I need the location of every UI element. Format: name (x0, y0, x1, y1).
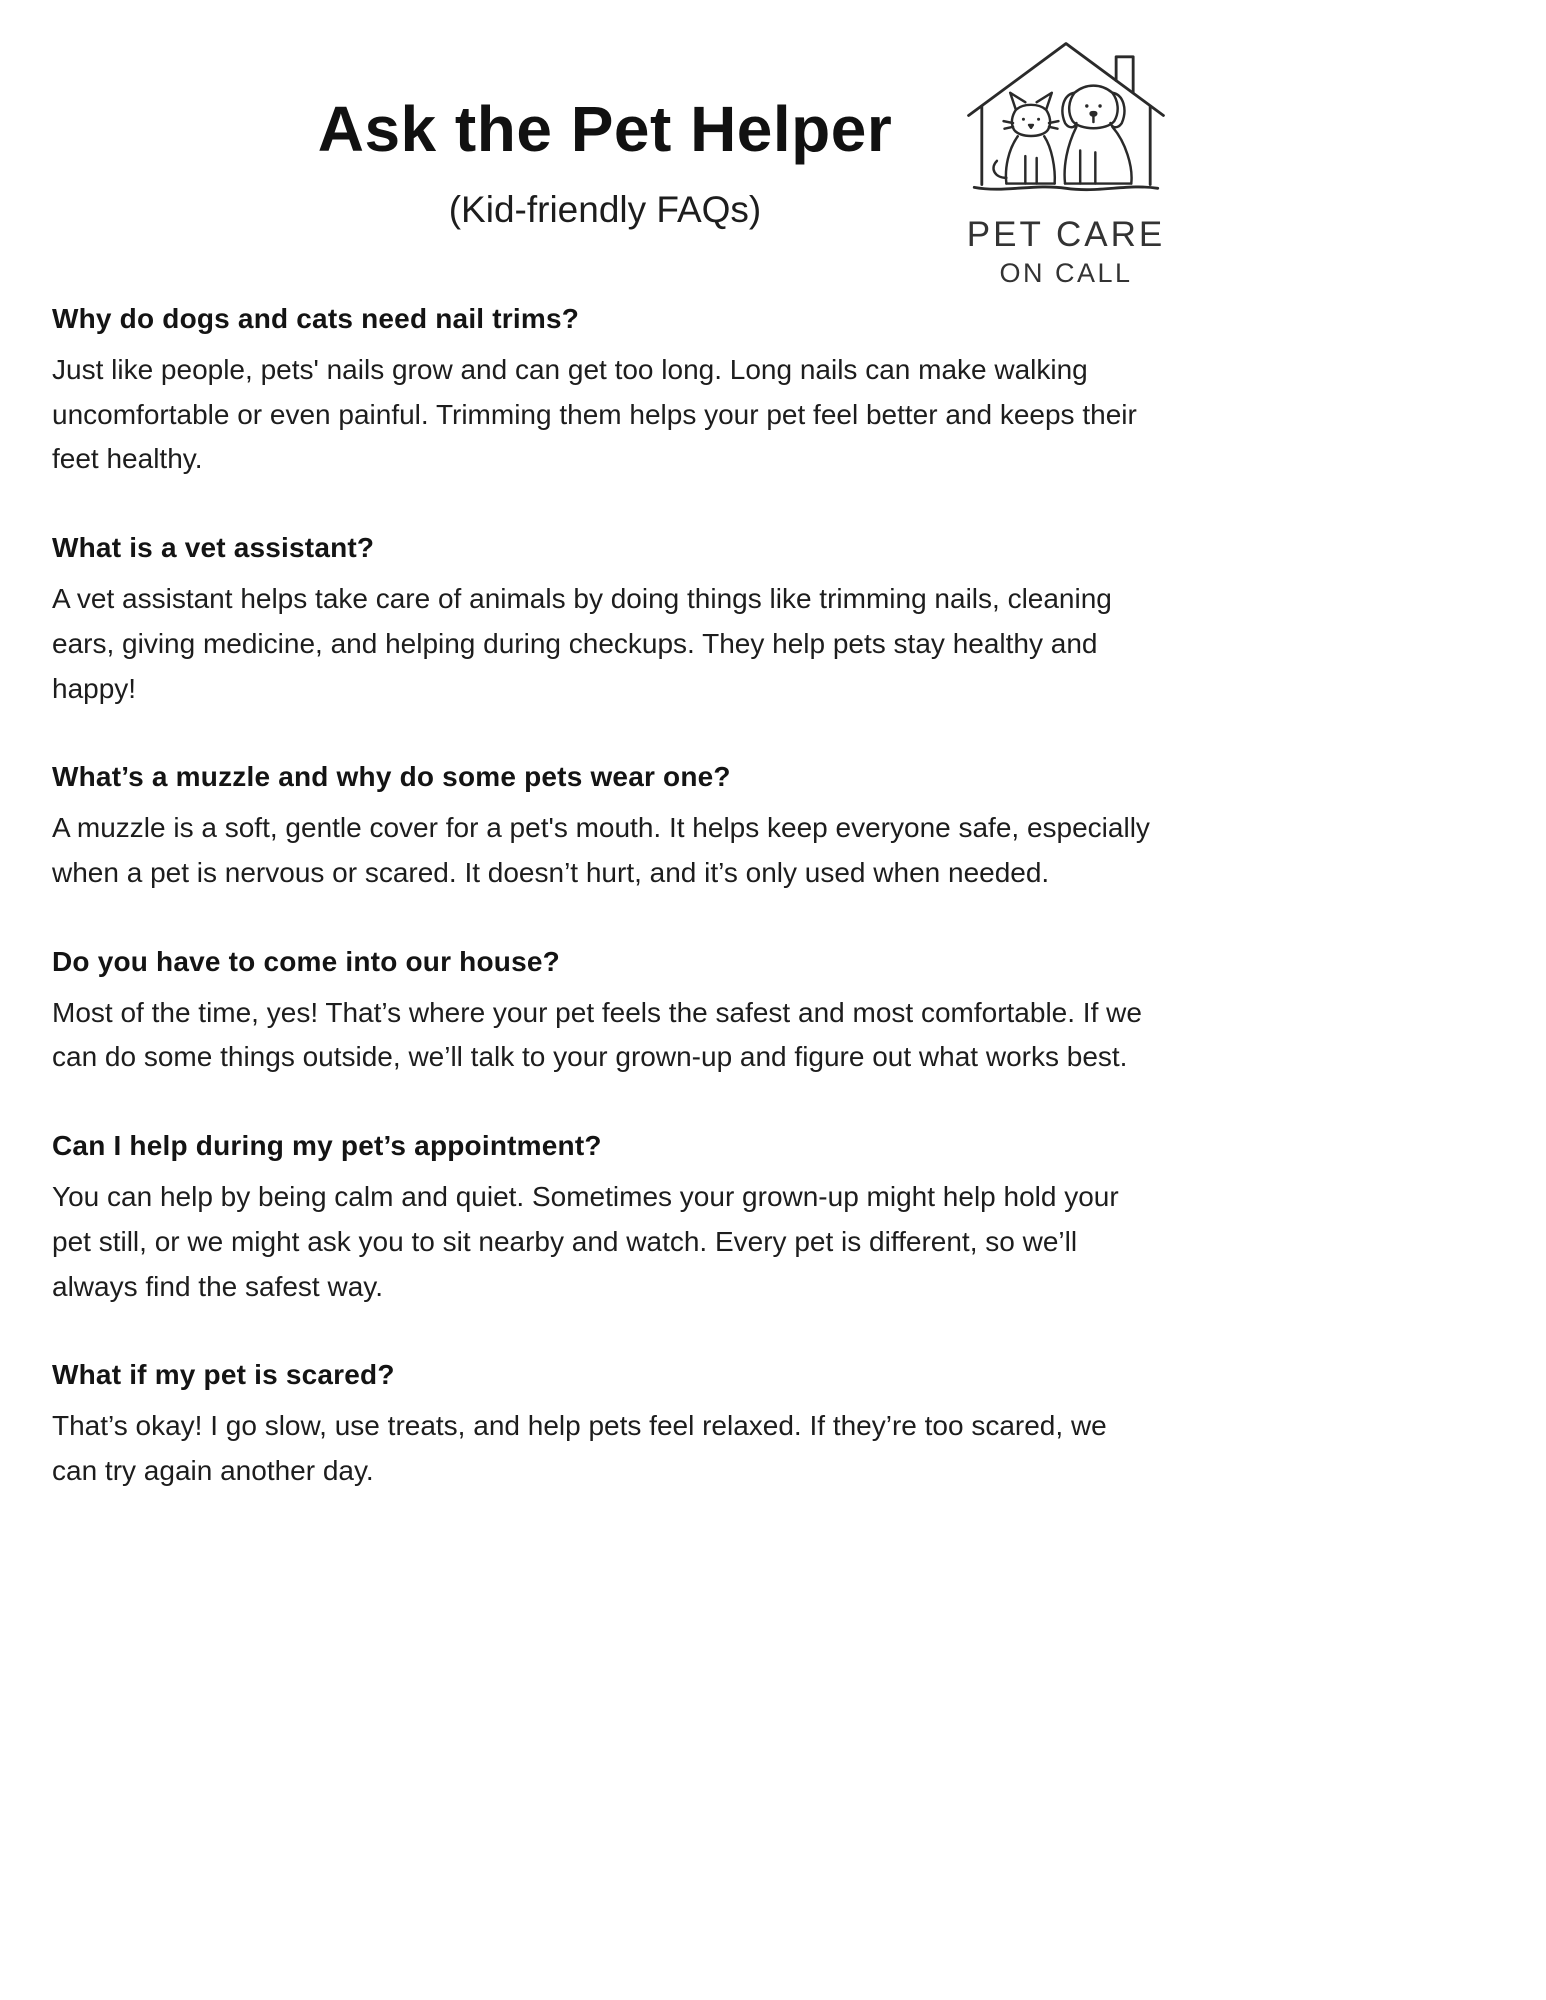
faq-item-muzzle (52, 758, 1157, 895)
house-with-cat-and-dog-icon (930, 36, 1202, 211)
faq-answer: A vet assistant helps take care of animals by doing things like trimming nails, cleaning ears, giving medicine, and helping during checkups. They help pets stay healthy and happy! (52, 582, 1112, 704)
page-title: Ask the Pet Helper (317, 93, 893, 165)
pet-care-on-call-logo (930, 36, 1202, 289)
faq-answer: Most of the time, yes! That’s where your pet feels the safest and most comfortable. If we can do some things outside, we’ll talk to your grown-up and figure out what works best. (52, 996, 1142, 1073)
faq-question: What’s a muzzle and why do some pets wear one? (52, 761, 731, 793)
logo-brand-tagline: ON CALL (999, 258, 1133, 288)
faq-question: What is a vet assistant? (52, 532, 375, 564)
faq-question: What if my pet is scared? (52, 1359, 395, 1391)
faq-item-nail-trims (52, 300, 1157, 482)
faq-item-house-visit (52, 943, 1157, 1080)
faq-list (52, 300, 1157, 1494)
faq-answer: That’s okay! I go slow, use treats, and help pets feel relaxed. If they’re too scared, we can try again another day. (52, 1410, 1107, 1486)
faq-item-scared-pet (52, 1356, 1157, 1493)
faq-answer: A muzzle is a soft, gentle cover for a pet's mouth. It helps keep everyone safe, especially when a pet is nervous or scared. It doesn’t hurt, and it’s only used when needed. (52, 812, 1150, 888)
faq-item-help-during-appointment (52, 1127, 1157, 1309)
faq-question: Why do dogs and cats need nail trims? (52, 303, 580, 334)
faq-item-vet-assistant (52, 529, 1157, 711)
logo-brand-name: PET CARE (966, 215, 1166, 254)
faq-question: Can I help during my pet’s appointment? (52, 1130, 602, 1162)
faq-answer: You can help by being calm and quiet. Sometimes your grown-up might help hold your pet still, or we might ask you to sit nearby and watch. Every pet is different, so we’ll always find the safest way. (52, 1180, 1119, 1302)
faq-answer: Just like people, pets' nails grow and can get too long. Long nails can make walking uncomfortable or even painful. Trimming them helps your pet feel better and keeps their feet healthy. (52, 353, 1137, 475)
page-subtitle: (Kid-friendly FAQs) (448, 189, 762, 231)
faq-question: Do you have to come into our house? (52, 945, 560, 977)
document-header (52, 0, 1494, 300)
